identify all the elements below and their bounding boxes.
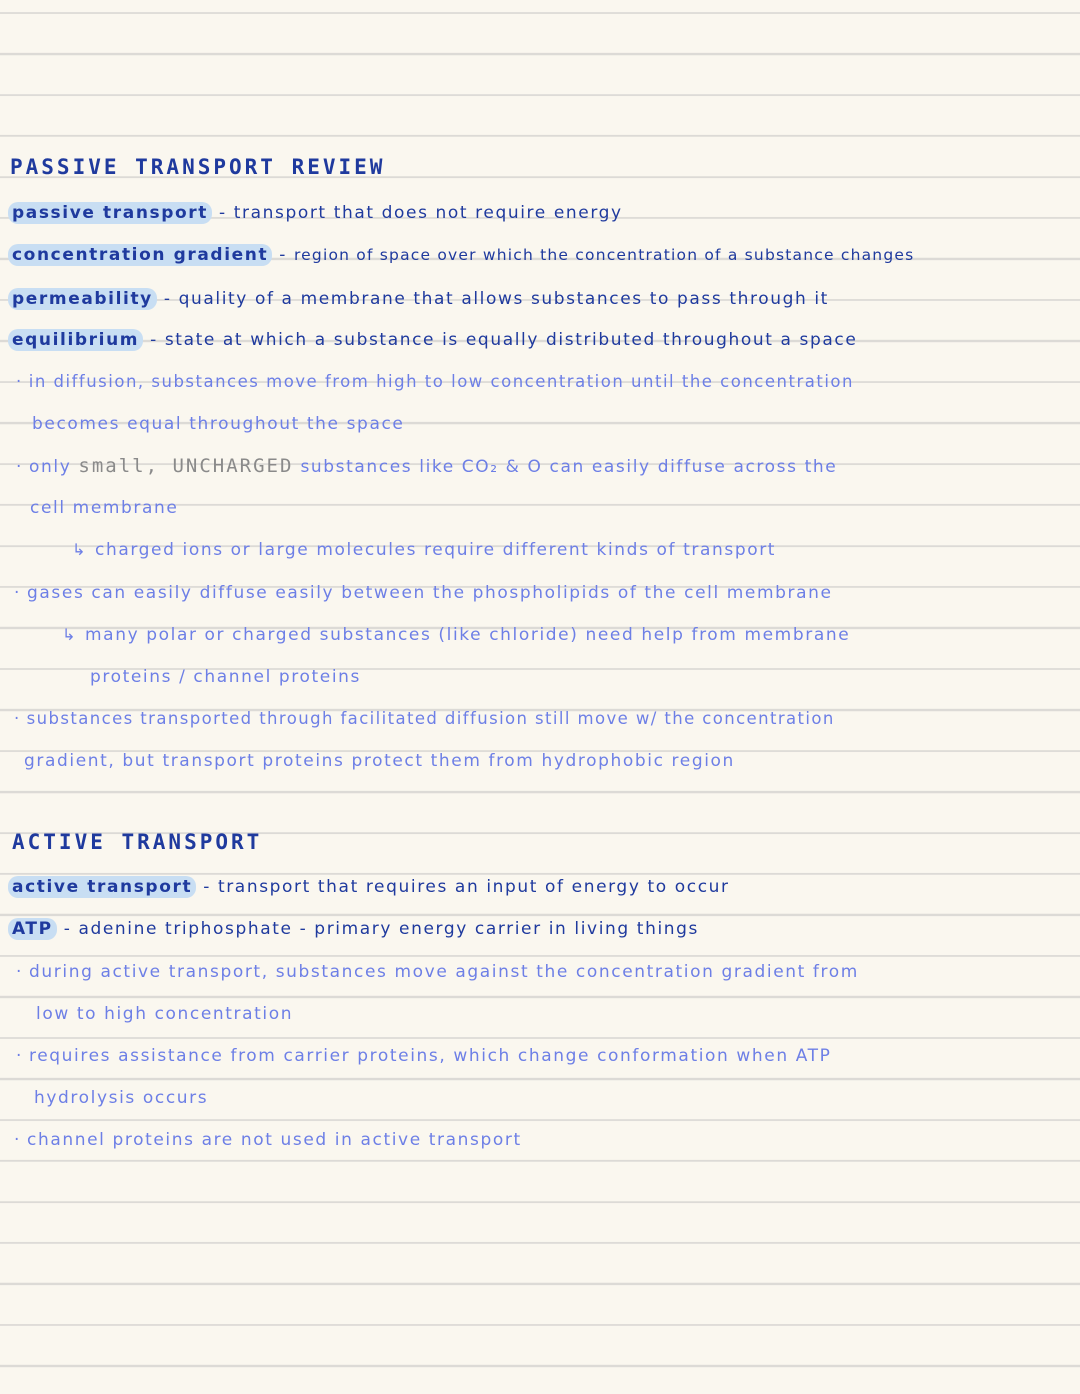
definition-text: transport that does not require energy	[233, 203, 623, 223]
passive-heading: PASSIVE TRANSPORT REVIEW	[10, 155, 386, 179]
note-polar-line-1: ↳ many polar or charged substances (like chloride) need help from membrane	[62, 625, 851, 645]
definition-text: region of space over which the concentration of a substance changes	[293, 246, 915, 264]
small-uncharged-emphasis: small, UNCHARGED	[78, 455, 294, 477]
definition-equilibrium	[8, 328, 857, 352]
term-concentration-gradient: concentration gradient	[8, 244, 272, 266]
definition-active-transport	[8, 875, 730, 899]
note-facilitated-line-1: · substances transported through facilitated diffusion still move w/ the concentration	[14, 707, 835, 731]
note-diffusion-line-2: becomes equal throughout the space	[32, 414, 405, 434]
definition-text: quality of a membrane that allows substances to pass through it	[178, 289, 829, 309]
definition-separator: -	[272, 245, 294, 265]
definition-atp	[8, 917, 699, 941]
bullet-dot: ·	[16, 457, 24, 477]
bullet-dot: ·	[16, 1046, 24, 1066]
definition-separator: -	[212, 203, 234, 223]
note-small-uncharged-line-2: cell membrane	[30, 498, 179, 518]
bullet-dot: ·	[14, 1130, 22, 1150]
sub-arrow-icon: ↳	[72, 540, 88, 559]
definition-text: adenine triphosphate - primary energy carrier in living things	[78, 919, 699, 939]
note-diffusion-line-1: · in diffusion, substances move from high to low concentration until the concentration	[16, 370, 854, 394]
note-polar-line-2: proteins / channel proteins	[90, 667, 361, 687]
definition-separator: -	[143, 330, 165, 350]
active-heading: ACTIVE TRANSPORT	[12, 830, 263, 854]
definition-text: state at which a substance is equally distributed throughout a space	[164, 330, 858, 350]
note-gases: · gases can easily diffuse easily between the phospholipids of the cell membrane	[14, 583, 833, 603]
term-passive-transport: passive transport	[8, 202, 212, 224]
term-permeability: permeability	[8, 288, 157, 310]
definition-separator: -	[156, 289, 179, 309]
note-small-uncharged-line-1: · only small, UNCHARGED substances like CO₂ & O can easily diffuse across the	[16, 455, 838, 477]
definition-passive-transport	[8, 201, 623, 225]
definition-separator: -	[196, 877, 218, 897]
note-channel-proteins: · channel proteins are not used in active transport	[14, 1130, 522, 1150]
definition-concentration-gradient	[8, 243, 914, 267]
bullet-dot: ·	[16, 962, 24, 982]
note-during-line-2: low to high concentration	[36, 1004, 294, 1024]
term-equilibrium: equilibrium	[8, 329, 143, 351]
term-atp: ATP	[8, 918, 57, 940]
term-active-transport: active transport	[8, 876, 196, 898]
bullet-dot: ·	[14, 709, 21, 728]
note-during-line-1: · during active transport, substances move against the concentration gradient from	[16, 962, 859, 982]
sub-arrow-icon: ↳	[62, 625, 78, 644]
definition-text: transport that requires an input of energy to occur	[217, 877, 730, 897]
bullet-dot: ·	[14, 583, 22, 603]
definition-separator: -	[56, 919, 79, 939]
note-charged-ions: ↳ charged ions or large molecules require different kinds of transport	[72, 540, 777, 560]
definition-permeability	[8, 287, 829, 311]
bullet-dot: ·	[16, 372, 23, 391]
note-requires-line-1: · requires assistance from carrier proteins, which change conformation when ATP	[16, 1046, 832, 1066]
note-facilitated-line-2: gradient, but transport proteins protect them from hydrophobic region	[24, 751, 735, 771]
note-requires-line-2: hydrolysis occurs	[34, 1088, 209, 1108]
